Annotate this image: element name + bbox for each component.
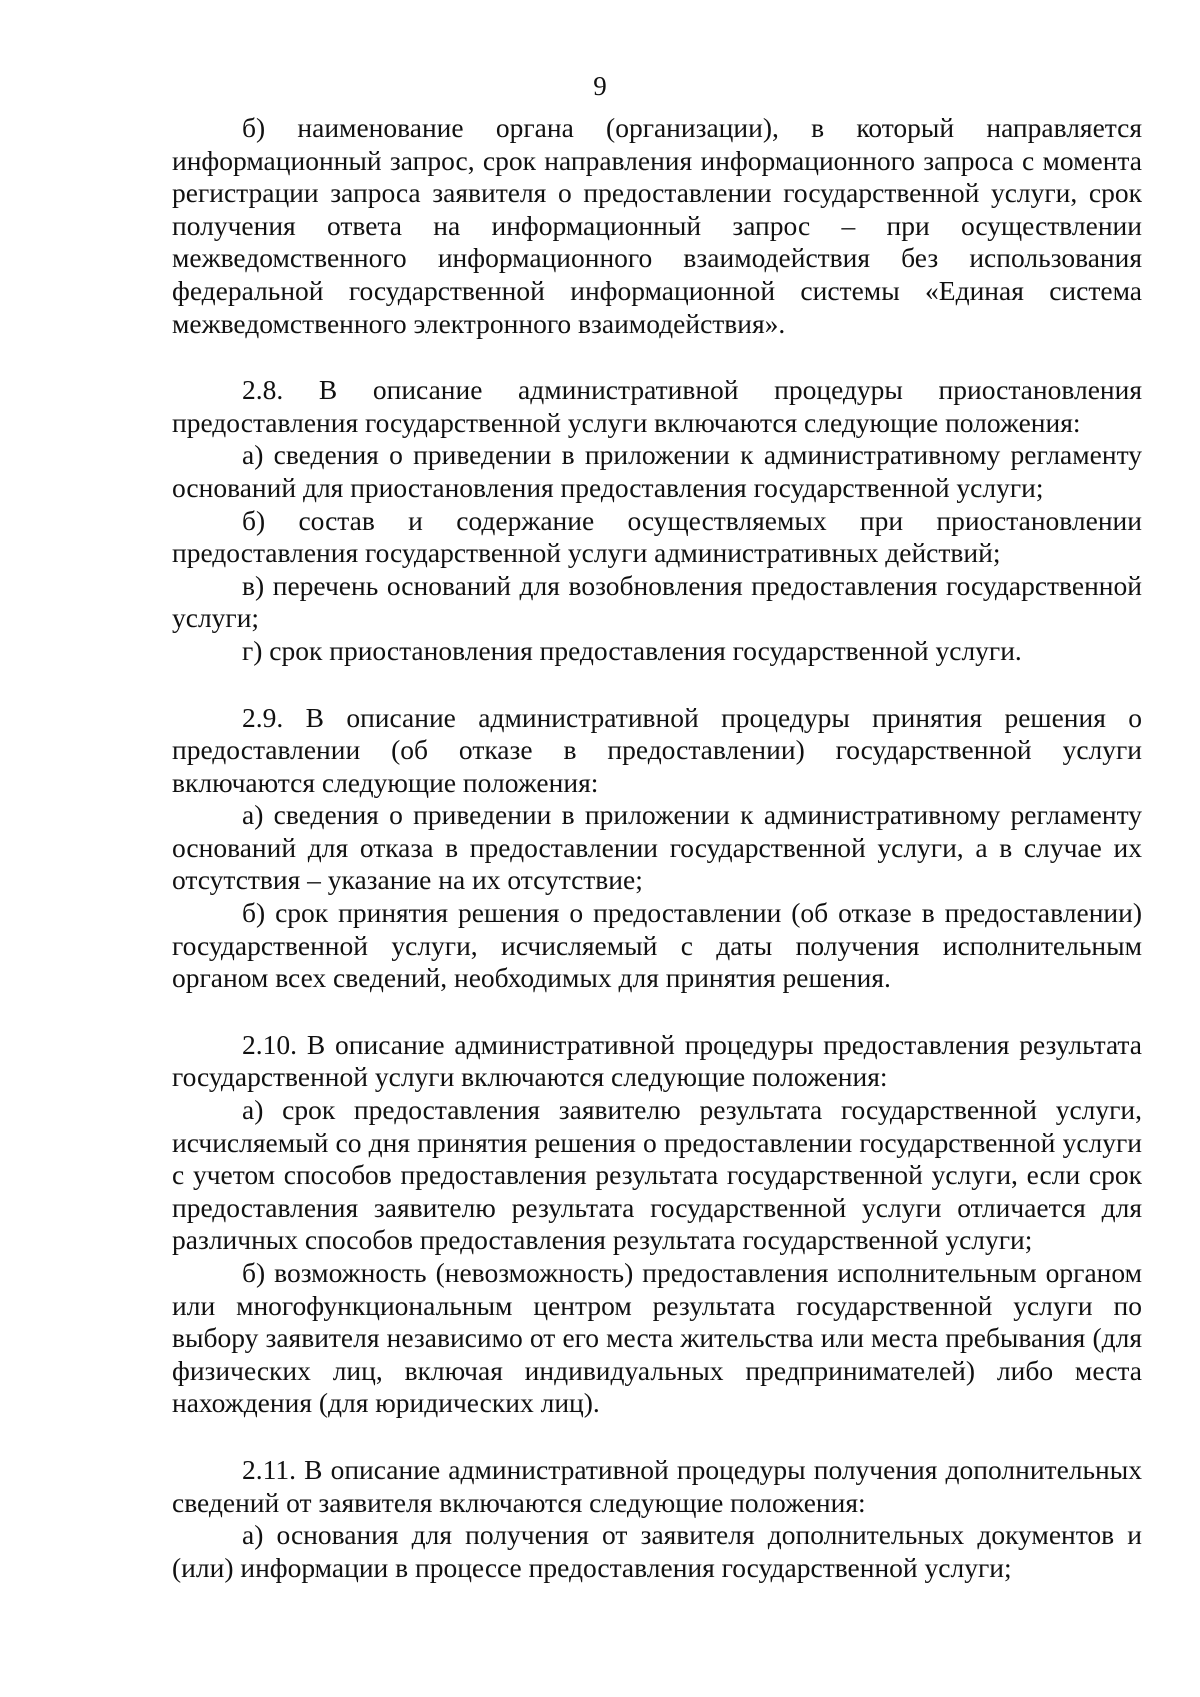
paragraph-spacer [172,668,1142,702]
paragraph: а) основания для получения от заявителя дополнительных документов и (или) информации в процессе предоставления государственной услуги; [172,1519,1142,1583]
paragraph: а) сведения о приведении в приложении к административному регламенту оснований для приостановления предоставления государственной услуги; [172,439,1142,503]
paragraph-spacer [172,1420,1142,1454]
paragraph: б) срок принятия решения о предоставлении (об отказе в предоставлении) государственной услуги, исчисляемый с даты получения исполнительным органом всех сведений, необходимых для принятия решения. [172,897,1142,994]
paragraph-spacer [172,995,1142,1029]
document-body [172,112,1142,1584]
paragraph: б) состав и содержание осуществляемых при приостановлении предоставления государственной услуги административных действий; [172,504,1142,569]
paragraph: 2.11. В описание административной процедуры получения дополнительных сведений от заявителя включаются следующие положения: [172,1453,1142,1518]
paragraph: а) сведения о приведении в приложении к административному регламенту оснований для отказа в предоставлении государственной услуги, а в случае их отсутствия – указание на их отсутствие; [172,799,1142,896]
paragraph: 2.9. В описание административной процедуры принятия решения о предоставлении (об отказе в предоставлении) государственной услуги включаются следующие положения: [172,701,1142,798]
paragraph: а) срок предоставления заявителю результата государственной услуги, исчисляемый со дня принятия решения о предоставлении государственной услуги с учетом способов предоставления результата государственной услуги, если срок предоставления заявителю результата государственной услуги отличается для различных способов предоставления результата государственной услуги; [172,1094,1142,1256]
paragraph: г) срок приостановления предоставления государственной услуги. [242,634,1022,666]
paragraph: в) перечень оснований для возобновления предоставления государственной услуги; [172,569,1142,634]
page-number: 9 [593,71,607,101]
paragraph: б) возможность (невозможность) предоставления исполнительным органом или многофункциональным центром результата государственной услуги по выбору заявителя независимо от его места жительства или места пребывания (для физических лиц, включая индивидуальных предпринимателей) либо места нахождения (для юридических лиц). [172,1257,1142,1419]
paragraph: 2.10. В описание административной процедуры предоставления результата государственной услуги включаются следующие положения: [172,1028,1142,1093]
paragraph-spacer [172,340,1142,374]
paragraph: б) наименование органа (организации), в который направляется информационный запрос, срок направления информационного запроса с момента регистрации запроса заявителя о предоставлении государственной услуги, срок получения ответа на информационный запрос – при осуществлении межведомственного информационного взаимодействия без использования федеральной государственной информационной системы «Единая система межведомственного электронного взаимодействия». [172,112,1142,339]
paragraph: 2.8. В описание административной процедуры приостановления предоставления государственной услуги включаются следующие положения: [172,374,1142,438]
